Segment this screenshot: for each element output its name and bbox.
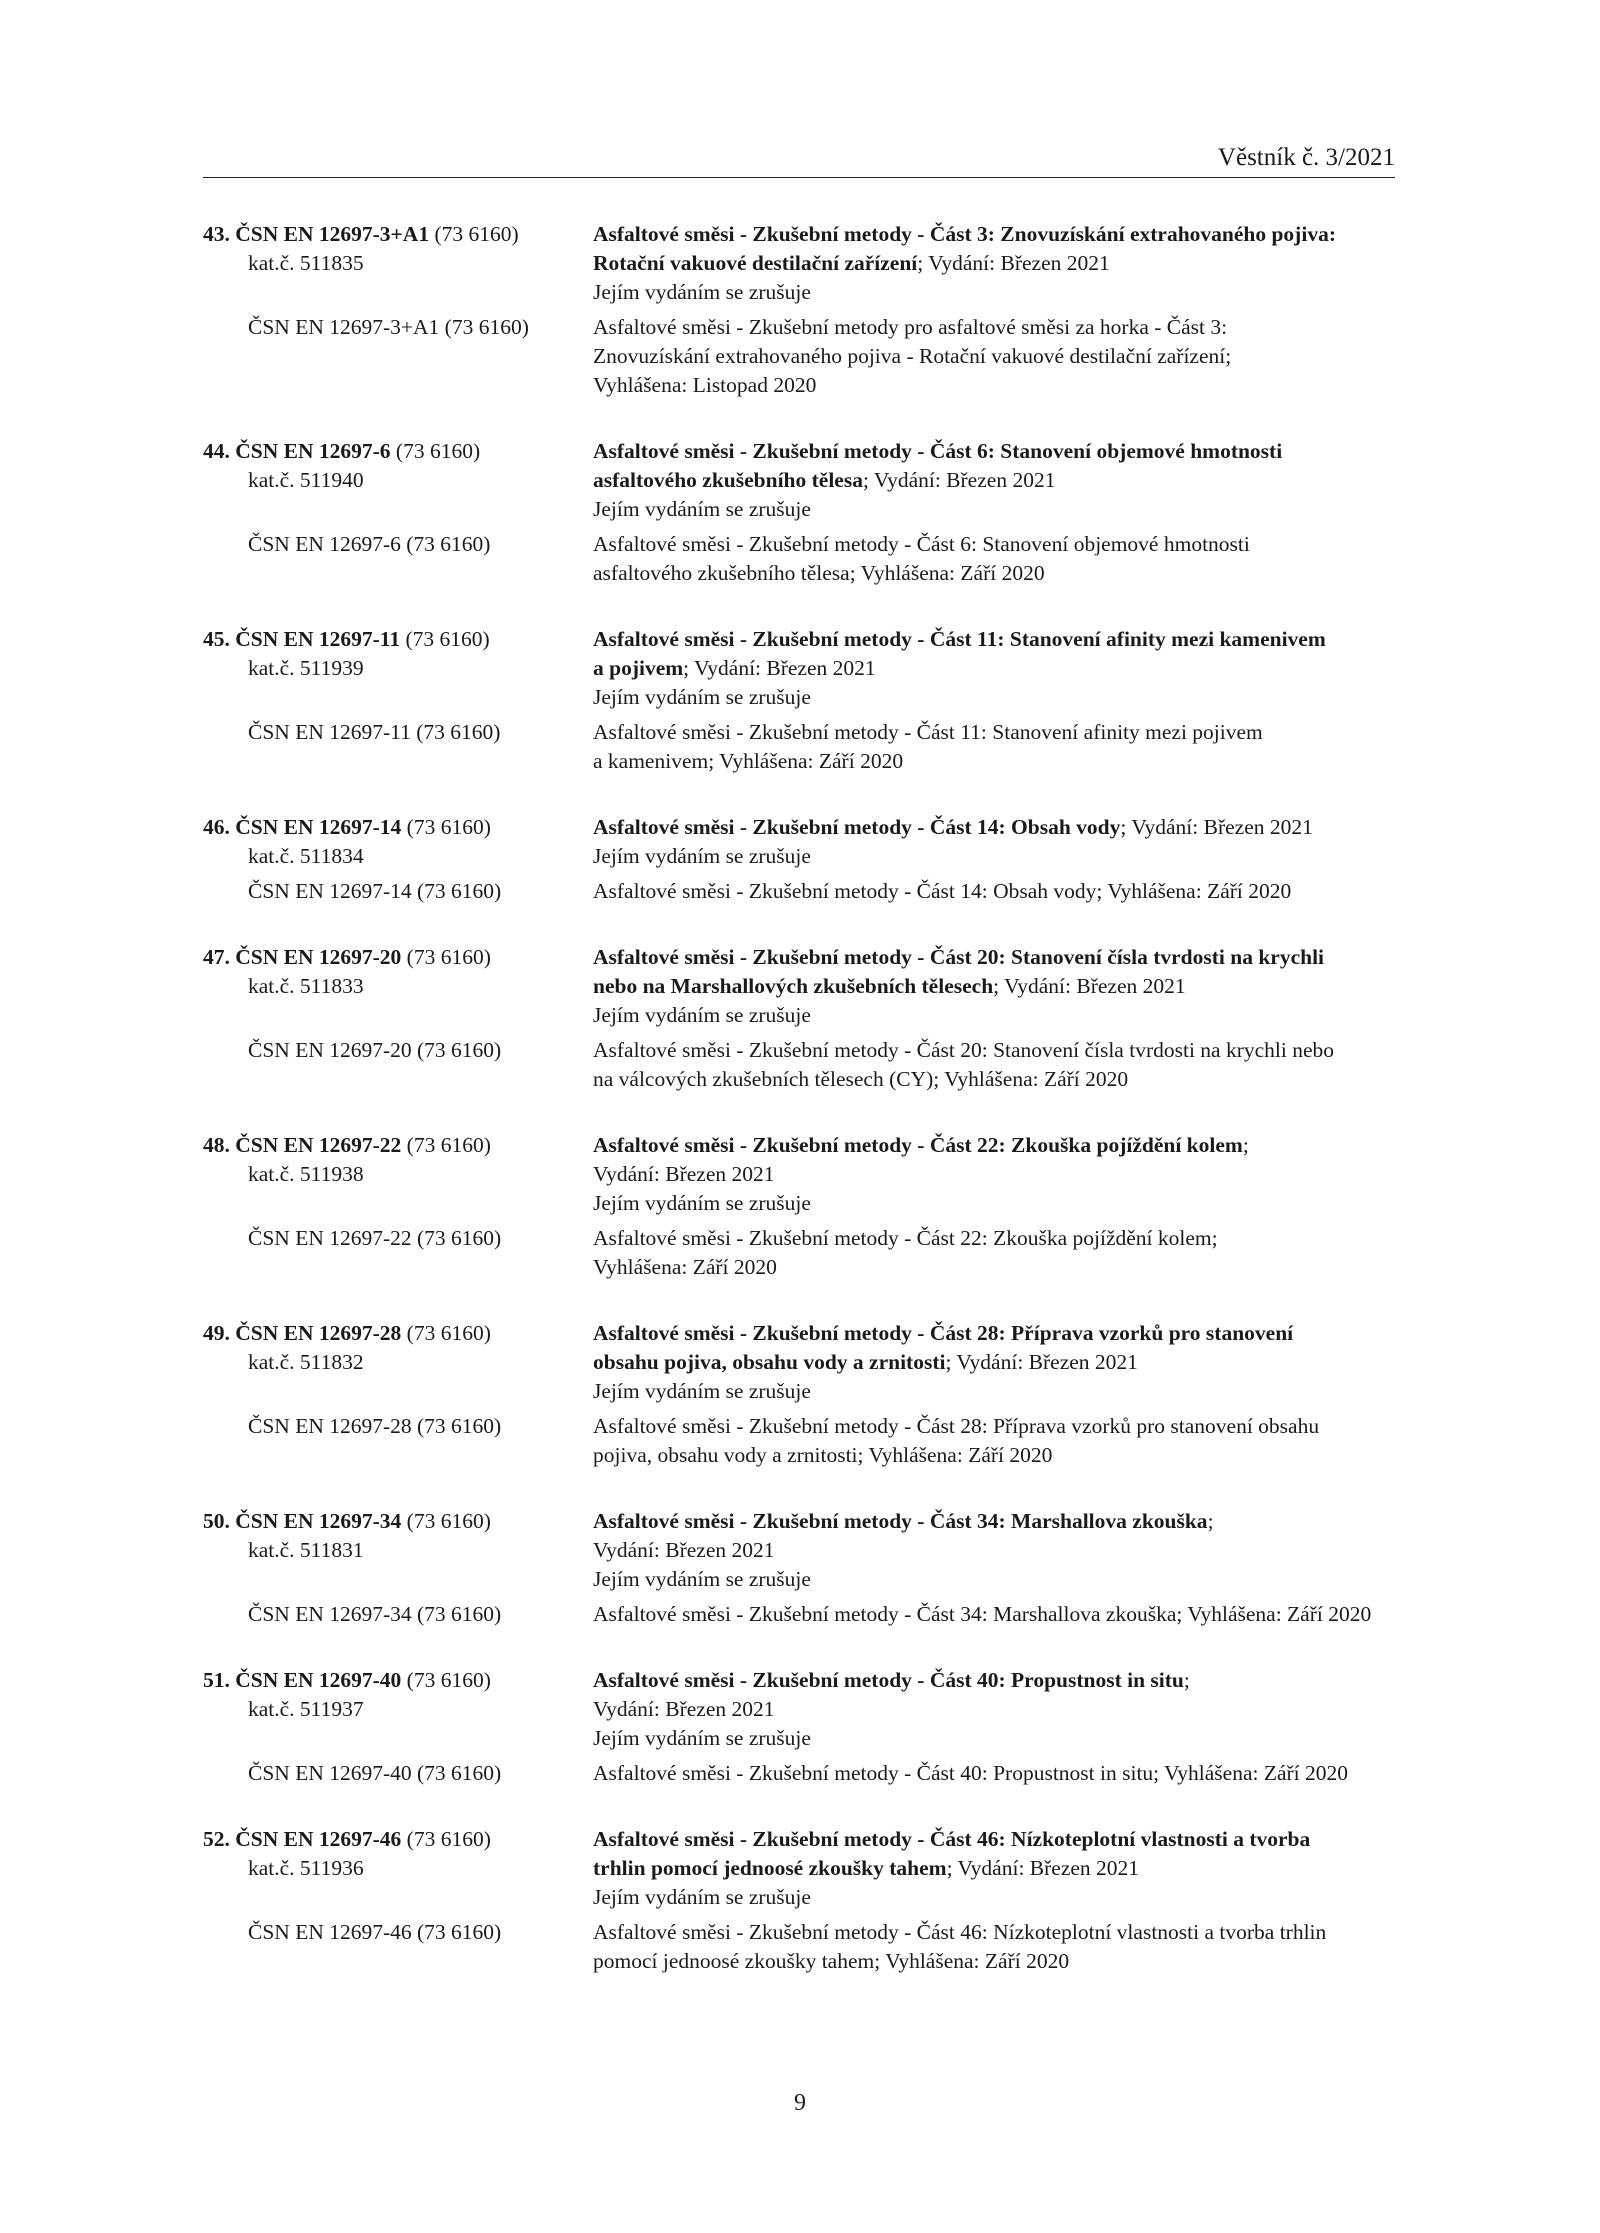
entry-number: 50. (203, 1509, 230, 1533)
cancelled-standard-row (203, 1759, 1395, 1788)
catalog-number: kat.č. 511936 (248, 1856, 364, 1880)
cancelled-standard-row (203, 1036, 1395, 1094)
standard-title: trhlin pomocí jednoosé zkoušky tahem (593, 1856, 947, 1880)
standard-code: ČSN EN 12697-6 (235, 439, 391, 463)
standard-title: a pojivem (593, 656, 684, 680)
cancelled-standard-description (593, 1036, 1395, 1094)
cancelled-standard-description (593, 718, 1395, 776)
cancelled-standard-title: Vyhlášena: Září 2020 (593, 1255, 777, 1279)
catalog-number: kat.č. 511937 (248, 1697, 364, 1721)
standard-description (593, 1507, 1395, 1594)
cancellation-note: Jejím vydáním se zrušuje (593, 1191, 811, 1215)
cancelled-standard-row (203, 313, 1395, 400)
cancelled-standard-title: Asfaltové směsi - Zkušební metody - Část 46: Nízkoteplotní vlastnosti a tvorba trhlin (593, 1920, 1327, 1944)
issue-date: ; Vydání: Březen 2021 (862, 468, 1056, 492)
catalog-number: kat.č. 511832 (248, 1350, 364, 1374)
cancelled-standard-title: Znovuzískání extrahovaného pojiva - Rotační vakuové destilační zařízení; (593, 344, 1232, 368)
cancelled-standard-title: a kamenivem; Vyhlášena: Září 2020 (593, 749, 904, 773)
cancelled-standard-row (203, 1600, 1395, 1629)
standard-description (593, 943, 1395, 1030)
standard-description (593, 625, 1395, 712)
entry-number: 44. (203, 439, 230, 463)
classification-code: (73 6160) (406, 1668, 491, 1692)
standard-entry (203, 1319, 1395, 1470)
cancelled-standard-description (593, 1412, 1395, 1470)
cancelled-standard-title: Asfaltové směsi - Zkušební metody - Část 11: Stanovení afinity mezi pojivem (593, 720, 1263, 744)
standard-entry (203, 1825, 1395, 1976)
cancelled-standard-description (593, 1759, 1395, 1788)
entry-number: 48. (203, 1133, 230, 1157)
standard-code: ČSN EN 12697-3+A1 (235, 222, 430, 246)
new-standard-row (203, 943, 1395, 1030)
catalog-number: kat.č. 511938 (248, 1162, 364, 1186)
cancelled-standard-description (593, 313, 1395, 400)
cancelled-standard-description (593, 1600, 1395, 1629)
cancellation-note: Jejím vydáním se zrušuje (593, 844, 811, 868)
standard-title: Asfaltové směsi - Zkušební metody - Část 46: Nízkoteplotní vlastnosti a tvorba (593, 1827, 1311, 1851)
standard-title: obsahu pojiva, obsahu vody a zrnitosti (593, 1350, 946, 1374)
standard-title: Asfaltové směsi - Zkušební metody - Část 28: Příprava vzorků pro stanovení (593, 1321, 1294, 1345)
classification-code: (73 6160) (406, 945, 491, 969)
page-number: 9 (794, 2090, 806, 2116)
issue-date: ; Vydání: Březen 2021 (917, 251, 1110, 275)
standard-title: Asfaltové směsi - Zkušební metody - Část 22: Zkouška pojíždění kolem (593, 1133, 1243, 1157)
cancelled-standard-title: na válcových zkušebních tělesech (CY); Vyhlášena: Září 2020 (593, 1067, 1129, 1091)
standard-designation (203, 437, 593, 524)
cancellation-note: Jejím vydáním se zrušuje (593, 685, 811, 709)
cancellation-note: Jejím vydáním se zrušuje (593, 1885, 811, 1909)
issue-date: ; Vydání: Březen 2021 (1120, 815, 1313, 839)
cancelled-standard-code: ČSN EN 12697-3+A1 (73 6160) (248, 315, 529, 339)
cancelled-standard-code: ČSN EN 12697-40 (73 6160) (248, 1761, 502, 1785)
cancelled-standard-code: ČSN EN 12697-20 (73 6160) (248, 1038, 502, 1062)
standard-description (593, 1666, 1395, 1753)
standard-title: Asfaltové směsi - Zkušební metody - Část 20: Stanovení čísla tvrdosti na krychli (593, 945, 1325, 969)
cancelled-standard-description (593, 877, 1395, 906)
cancelled-standard-code: ČSN EN 12697-6 (73 6160) (248, 532, 491, 556)
new-standard-row (203, 813, 1395, 871)
cancellation-note: Jejím vydáním se zrušuje (593, 1379, 811, 1403)
standard-entry (203, 943, 1395, 1094)
standard-title: Rotační vakuové destilační zařízení (593, 251, 918, 275)
entry-number: 51. (203, 1668, 230, 1692)
new-standard-row (203, 1319, 1395, 1406)
standard-code: ČSN EN 12697-40 (235, 1668, 402, 1692)
classification-code: (73 6160) (406, 1321, 491, 1345)
cancelled-standard-description (593, 1918, 1395, 1976)
new-standard-row (203, 220, 1395, 307)
standard-designation (203, 813, 593, 871)
cancelled-standard-code: ČSN EN 12697-22 (73 6160) (248, 1226, 502, 1250)
standard-code: ČSN EN 12697-46 (235, 1827, 402, 1851)
standard-entry (203, 437, 1395, 588)
cancelled-standard-description (593, 530, 1395, 588)
cancellation-note: Jejím vydáním se zrušuje (593, 1726, 811, 1750)
cancelled-standard-title: Asfaltové směsi - Zkušební metody - Část 22: Zkouška pojíždění kolem; (593, 1226, 1218, 1250)
cancelled-standard-code: ČSN EN 12697-14 (73 6160) (248, 879, 502, 903)
issue-date: ; Vydání: Březen 2021 (993, 974, 1186, 998)
standard-entry (203, 1131, 1395, 1282)
issue-date: ; Vydání: Březen 2021 (683, 656, 876, 680)
cancelled-standard-title: asfaltového zkušebního tělesa; Vyhlášena: Září 2020 (593, 561, 1045, 585)
standard-description (593, 813, 1395, 871)
issue-date: ; (1242, 1133, 1249, 1157)
cancellation-note: Jejím vydáním se zrušuje (593, 1567, 811, 1591)
standard-description (593, 1825, 1395, 1912)
issue-date: Vydání: Březen 2021 (593, 1162, 775, 1186)
standard-title: Asfaltové směsi - Zkušební metody - Část 40: Propustnost in situ (593, 1668, 1184, 1692)
standard-code: ČSN EN 12697-11 (235, 627, 401, 651)
cancelled-standard-title: Asfaltové směsi - Zkušební metody - Část 6: Stanovení objemové hmotnosti (593, 532, 1250, 556)
issue-date: ; (1183, 1668, 1190, 1692)
cancellation-note: Jejím vydáním se zrušuje (593, 497, 811, 521)
issue-date: Vydání: Březen 2021 (593, 1538, 775, 1562)
bulletin-title: Věstník č. 3/2021 (1217, 144, 1395, 171)
cancelled-standard-title: Asfaltové směsi - Zkušební metody pro asfaltové směsi za horka - Část 3: (593, 315, 1228, 339)
cancelled-standard-title: Asfaltové směsi - Zkušební metody - Část 28: Příprava vzorků pro stanovení obsahu (593, 1414, 1320, 1438)
standard-description (593, 220, 1395, 307)
standard-title: Asfaltové směsi - Zkušební metody - Část 6: Stanovení objemové hmotnosti (593, 439, 1283, 463)
standard-designation (203, 1507, 593, 1594)
standard-description (593, 1319, 1395, 1406)
catalog-number: kat.č. 511834 (248, 844, 364, 868)
cancelled-standard-row (203, 1412, 1395, 1470)
classification-code: (73 6160) (406, 1509, 491, 1533)
standard-title: Asfaltové směsi - Zkušební metody - Část 34: Marshallova zkouška (593, 1509, 1208, 1533)
entry-number: 49. (203, 1321, 230, 1345)
cancelled-standard-title: Asfaltové směsi - Zkušební metody - Část 40: Propustnost in situ; Vyhlášena: Září 2020 (593, 1761, 1349, 1785)
standard-code: ČSN EN 12697-14 (235, 815, 402, 839)
classification-code: (73 6160) (406, 1827, 491, 1851)
standard-title: Asfaltové směsi - Zkušební metody - Část 11: Stanovení afinity mezi kamenivem (593, 627, 1326, 651)
issue-date: ; (1207, 1509, 1214, 1533)
standard-entry (203, 1507, 1395, 1629)
cancelled-standard-row (203, 1918, 1395, 1976)
cancellation-note: Jejím vydáním se zrušuje (593, 1003, 811, 1027)
standard-designation (203, 1825, 593, 1912)
standard-designation (203, 220, 593, 307)
standard-description (593, 437, 1395, 524)
issue-date: ; Vydání: Březen 2021 (945, 1350, 1138, 1374)
standard-designation (203, 625, 593, 712)
classification-code: (73 6160) (434, 222, 519, 246)
entry-number: 47. (203, 945, 230, 969)
standard-designation (203, 1666, 593, 1753)
cancelled-standard-row (203, 718, 1395, 776)
cancelled-standard-title: Asfaltové směsi - Zkušební metody - Část 14: Obsah vody; Vyhlášena: Září 2020 (593, 879, 1292, 903)
standard-entry (203, 625, 1395, 776)
catalog-number: kat.č. 511835 (248, 251, 364, 275)
new-standard-row (203, 1666, 1395, 1753)
classification-code: (73 6160) (406, 815, 491, 839)
standard-title: nebo na Marshallových zkušebních tělesech (593, 974, 994, 998)
catalog-number: kat.č. 511833 (248, 974, 364, 998)
new-standard-row (203, 625, 1395, 712)
cancelled-standard-code: ČSN EN 12697-46 (73 6160) (248, 1920, 502, 1944)
new-standard-row (203, 437, 1395, 524)
standard-title: Asfaltové směsi - Zkušební metody - Část 14: Obsah vody (593, 815, 1121, 839)
standard-entry (203, 813, 1395, 906)
entry-number: 46. (203, 815, 230, 839)
cancelled-standard-title: Vyhlášena: Listopad 2020 (593, 373, 817, 397)
cancellation-note: Jejím vydáním se zrušuje (593, 280, 811, 304)
catalog-number: kat.č. 511939 (248, 656, 364, 680)
entry-number: 43. (203, 222, 230, 246)
cancelled-standard-code: ČSN EN 12697-34 (73 6160) (248, 1602, 502, 1626)
new-standard-row (203, 1507, 1395, 1594)
standard-code: ČSN EN 12697-20 (235, 945, 402, 969)
cancelled-standard-title: Asfaltové směsi - Zkušební metody - Část 34: Marshallova zkouška; Vyhlášena: Září 2020 (593, 1602, 1372, 1626)
cancelled-standard-title: pojiva, obsahu vody a zrnitosti; Vyhlášena: Září 2020 (593, 1443, 1053, 1467)
cancelled-standard-title: pomocí jednoosé zkoušky tahem; Vyhlášena: Září 2020 (593, 1949, 1070, 1973)
standard-designation (203, 1319, 593, 1406)
standard-code: ČSN EN 12697-22 (235, 1133, 402, 1157)
standard-designation (203, 1131, 593, 1218)
catalog-number: kat.č. 511940 (248, 468, 364, 492)
cancelled-standard-row (203, 1224, 1395, 1282)
standard-title: Asfaltové směsi - Zkušební metody - Část 3: Znovuzískání extrahovaného pojiva: (593, 222, 1336, 246)
standards-list (203, 220, 1395, 2013)
page-header (203, 143, 1395, 178)
cancelled-standard-title: Asfaltové směsi - Zkušební metody - Část 20: Stanovení čísla tvrdosti na krychli nebo (593, 1038, 1335, 1062)
entry-number: 45. (203, 627, 230, 651)
standard-code: ČSN EN 12697-34 (235, 1509, 402, 1533)
standard-entry (203, 1666, 1395, 1788)
cancelled-standard-description (593, 1224, 1395, 1282)
entry-number: 52. (203, 1827, 230, 1851)
classification-code: (73 6160) (395, 439, 481, 463)
standard-description (593, 1131, 1395, 1218)
new-standard-row (203, 1825, 1395, 1912)
cancelled-standard-code: ČSN EN 12697-11 (73 6160) (248, 720, 501, 744)
new-standard-row (203, 1131, 1395, 1218)
standard-title: asfaltového zkušebního tělesa (593, 468, 863, 492)
standard-entry (203, 220, 1395, 400)
issue-date: ; Vydání: Březen 2021 (946, 1856, 1140, 1880)
classification-code: (73 6160) (405, 627, 490, 651)
standard-designation (203, 943, 593, 1030)
standard-code: ČSN EN 12697-28 (235, 1321, 402, 1345)
issue-date: Vydání: Březen 2021 (593, 1697, 775, 1721)
catalog-number: kat.č. 511831 (248, 1538, 364, 1562)
classification-code: (73 6160) (406, 1133, 491, 1157)
cancelled-standard-code: ČSN EN 12697-28 (73 6160) (248, 1414, 502, 1438)
cancelled-standard-row (203, 877, 1395, 906)
cancelled-standard-row (203, 530, 1395, 588)
